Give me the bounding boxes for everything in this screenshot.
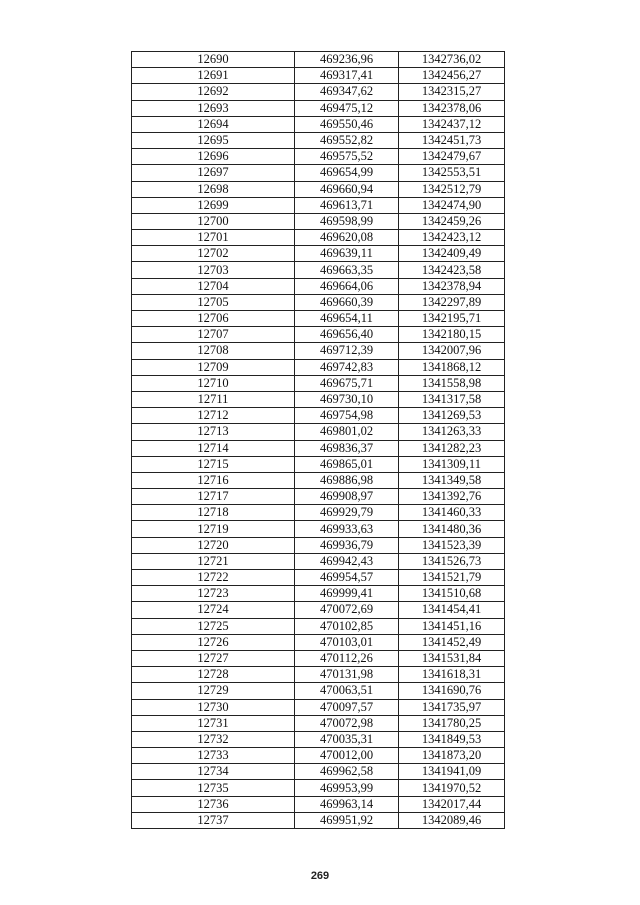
point-number-cell: 12727 [132, 650, 295, 666]
point-number-cell: 12731 [132, 715, 295, 731]
point-number-cell: 12698 [132, 181, 295, 197]
point-number-cell: 12735 [132, 780, 295, 796]
point-number-cell: 12708 [132, 343, 295, 359]
point-number-cell: 12728 [132, 667, 295, 683]
table-row [132, 553, 505, 569]
y-coordinate-cell: 1342451,73 [399, 132, 505, 148]
x-coordinate-cell: 470012,00 [295, 748, 399, 764]
y-coordinate-cell: 1342512,79 [399, 181, 505, 197]
coordinates-table [131, 51, 505, 829]
table-row [132, 618, 505, 634]
x-coordinate-cell: 469675,71 [295, 375, 399, 391]
point-number-cell: 12718 [132, 505, 295, 521]
x-coordinate-cell: 469963,14 [295, 796, 399, 812]
y-coordinate-cell: 1341735,97 [399, 699, 505, 715]
table-row [132, 748, 505, 764]
y-coordinate-cell: 1342378,94 [399, 278, 505, 294]
y-coordinate-cell: 1342007,96 [399, 343, 505, 359]
x-coordinate-cell: 469656,40 [295, 327, 399, 343]
table-row [132, 570, 505, 586]
y-coordinate-cell: 1341849,53 [399, 731, 505, 747]
point-number-cell: 12693 [132, 100, 295, 116]
y-coordinate-cell: 1342195,71 [399, 311, 505, 327]
point-number-cell: 12730 [132, 699, 295, 715]
y-coordinate-cell: 1341558,98 [399, 375, 505, 391]
x-coordinate-cell: 469317,41 [295, 68, 399, 84]
table-row [132, 456, 505, 472]
x-coordinate-cell: 469936,79 [295, 537, 399, 553]
y-coordinate-cell: 1341349,58 [399, 472, 505, 488]
table-row [132, 699, 505, 715]
table-row [132, 731, 505, 747]
y-coordinate-cell: 1341392,76 [399, 489, 505, 505]
y-coordinate-cell: 1341526,73 [399, 553, 505, 569]
table-row [132, 213, 505, 229]
table-row [132, 132, 505, 148]
table-row [132, 230, 505, 246]
table-row [132, 391, 505, 407]
point-number-cell: 12704 [132, 278, 295, 294]
point-number-cell: 12712 [132, 408, 295, 424]
point-number-cell: 12702 [132, 246, 295, 262]
y-coordinate-cell: 1342089,46 [399, 812, 505, 828]
point-number-cell: 12695 [132, 132, 295, 148]
x-coordinate-cell: 469929,79 [295, 505, 399, 521]
point-number-cell: 12697 [132, 165, 295, 181]
x-coordinate-cell: 469730,10 [295, 391, 399, 407]
y-coordinate-cell: 1341941,09 [399, 764, 505, 780]
x-coordinate-cell: 469663,35 [295, 262, 399, 278]
table-row [132, 311, 505, 327]
y-coordinate-cell: 1341451,16 [399, 618, 505, 634]
table-row [132, 715, 505, 731]
x-coordinate-cell: 470112,26 [295, 650, 399, 666]
table-row [132, 440, 505, 456]
x-coordinate-cell: 469908,97 [295, 489, 399, 505]
table-row [132, 262, 505, 278]
y-coordinate-cell: 1342437,12 [399, 116, 505, 132]
x-coordinate-cell: 469865,01 [295, 456, 399, 472]
point-number-cell: 12694 [132, 116, 295, 132]
point-number-cell: 12721 [132, 553, 295, 569]
x-coordinate-cell: 469962,58 [295, 764, 399, 780]
point-number-cell: 12729 [132, 683, 295, 699]
table-row [132, 375, 505, 391]
x-coordinate-cell: 469933,63 [295, 521, 399, 537]
point-number-cell: 12724 [132, 602, 295, 618]
x-coordinate-cell: 470102,85 [295, 618, 399, 634]
table-row [132, 521, 505, 537]
y-coordinate-cell: 1342297,89 [399, 294, 505, 310]
table-row [132, 764, 505, 780]
x-coordinate-cell: 470097,57 [295, 699, 399, 715]
table-row [132, 489, 505, 505]
point-number-cell: 12691 [132, 68, 295, 84]
x-coordinate-cell: 469660,39 [295, 294, 399, 310]
y-coordinate-cell: 1341454,41 [399, 602, 505, 618]
x-coordinate-cell: 469953,99 [295, 780, 399, 796]
y-coordinate-cell: 1341970,52 [399, 780, 505, 796]
table-row [132, 165, 505, 181]
point-number-cell: 12699 [132, 197, 295, 213]
point-number-cell: 12736 [132, 796, 295, 812]
page-number: 269 [310, 870, 330, 882]
table-row [132, 84, 505, 100]
y-coordinate-cell: 1342474,90 [399, 197, 505, 213]
x-coordinate-cell: 469236,96 [295, 52, 399, 68]
table-row [132, 683, 505, 699]
table-row [132, 149, 505, 165]
point-number-cell: 12737 [132, 812, 295, 828]
y-coordinate-cell: 1341282,23 [399, 440, 505, 456]
x-coordinate-cell: 469886,98 [295, 472, 399, 488]
y-coordinate-cell: 1342456,27 [399, 68, 505, 84]
table-row [132, 68, 505, 84]
y-coordinate-cell: 1341263,33 [399, 424, 505, 440]
point-number-cell: 12716 [132, 472, 295, 488]
point-number-cell: 12723 [132, 586, 295, 602]
point-number-cell: 12715 [132, 456, 295, 472]
y-coordinate-cell: 1341868,12 [399, 359, 505, 375]
y-coordinate-cell: 1341480,36 [399, 521, 505, 537]
table-row [132, 812, 505, 828]
y-coordinate-cell: 1342479,67 [399, 149, 505, 165]
x-coordinate-cell: 470035,31 [295, 731, 399, 747]
point-number-cell: 12713 [132, 424, 295, 440]
y-coordinate-cell: 1342180,15 [399, 327, 505, 343]
y-coordinate-cell: 1341873,20 [399, 748, 505, 764]
coordinates-table-body [132, 52, 505, 829]
table-row [132, 537, 505, 553]
x-coordinate-cell: 469654,11 [295, 311, 399, 327]
table-row [132, 52, 505, 68]
point-number-cell: 12709 [132, 359, 295, 375]
table-row [132, 586, 505, 602]
y-coordinate-cell: 1341780,25 [399, 715, 505, 731]
x-coordinate-cell: 469664,06 [295, 278, 399, 294]
table-row [132, 780, 505, 796]
x-coordinate-cell: 469550,46 [295, 116, 399, 132]
x-coordinate-cell: 469613,71 [295, 197, 399, 213]
table-row [132, 472, 505, 488]
table-row [132, 408, 505, 424]
x-coordinate-cell: 469347,62 [295, 84, 399, 100]
y-coordinate-cell: 1341452,49 [399, 634, 505, 650]
y-coordinate-cell: 1342409,49 [399, 246, 505, 262]
table-row [132, 359, 505, 375]
point-number-cell: 12707 [132, 327, 295, 343]
y-coordinate-cell: 1341531,84 [399, 650, 505, 666]
x-coordinate-cell: 469999,41 [295, 586, 399, 602]
table-row [132, 343, 505, 359]
point-number-cell: 12696 [132, 149, 295, 165]
x-coordinate-cell: 469742,83 [295, 359, 399, 375]
y-coordinate-cell: 1341460,33 [399, 505, 505, 521]
y-coordinate-cell: 1341521,79 [399, 570, 505, 586]
table-row [132, 327, 505, 343]
point-number-cell: 12701 [132, 230, 295, 246]
point-number-cell: 12733 [132, 748, 295, 764]
x-coordinate-cell: 469951,92 [295, 812, 399, 828]
point-number-cell: 12692 [132, 84, 295, 100]
point-number-cell: 12703 [132, 262, 295, 278]
table-row [132, 667, 505, 683]
table-row [132, 294, 505, 310]
x-coordinate-cell: 469552,82 [295, 132, 399, 148]
point-number-cell: 12705 [132, 294, 295, 310]
table-row [132, 100, 505, 116]
point-number-cell: 12710 [132, 375, 295, 391]
y-coordinate-cell: 1342553,51 [399, 165, 505, 181]
point-number-cell: 12725 [132, 618, 295, 634]
y-coordinate-cell: 1342378,06 [399, 100, 505, 116]
x-coordinate-cell: 469639,11 [295, 246, 399, 262]
point-number-cell: 12706 [132, 311, 295, 327]
x-coordinate-cell: 469801,02 [295, 424, 399, 440]
point-number-cell: 12720 [132, 537, 295, 553]
x-coordinate-cell: 469836,37 [295, 440, 399, 456]
point-number-cell: 12719 [132, 521, 295, 537]
table-row [132, 634, 505, 650]
x-coordinate-cell: 470063,51 [295, 683, 399, 699]
x-coordinate-cell: 470072,69 [295, 602, 399, 618]
table-row [132, 197, 505, 213]
x-coordinate-cell: 470103,01 [295, 634, 399, 650]
y-coordinate-cell: 1342315,27 [399, 84, 505, 100]
x-coordinate-cell: 469475,12 [295, 100, 399, 116]
y-coordinate-cell: 1342736,02 [399, 52, 505, 68]
table-row [132, 181, 505, 197]
y-coordinate-cell: 1342017,44 [399, 796, 505, 812]
y-coordinate-cell: 1341523,39 [399, 537, 505, 553]
x-coordinate-cell: 469654,99 [295, 165, 399, 181]
table-row [132, 505, 505, 521]
x-coordinate-cell: 469712,39 [295, 343, 399, 359]
y-coordinate-cell: 1342423,12 [399, 230, 505, 246]
y-coordinate-cell: 1341618,31 [399, 667, 505, 683]
table-row [132, 650, 505, 666]
point-number-cell: 12700 [132, 213, 295, 229]
x-coordinate-cell: 469954,57 [295, 570, 399, 586]
y-coordinate-cell: 1342423,58 [399, 262, 505, 278]
table-row [132, 246, 505, 262]
y-coordinate-cell: 1341269,53 [399, 408, 505, 424]
x-coordinate-cell: 469598,99 [295, 213, 399, 229]
x-coordinate-cell: 470072,98 [295, 715, 399, 731]
point-number-cell: 12726 [132, 634, 295, 650]
table-row [132, 602, 505, 618]
x-coordinate-cell: 469942,43 [295, 553, 399, 569]
x-coordinate-cell: 469575,52 [295, 149, 399, 165]
x-coordinate-cell: 469754,98 [295, 408, 399, 424]
x-coordinate-cell: 469620,08 [295, 230, 399, 246]
y-coordinate-cell: 1341690,76 [399, 683, 505, 699]
table-row [132, 796, 505, 812]
x-coordinate-cell: 470131,98 [295, 667, 399, 683]
point-number-cell: 12711 [132, 391, 295, 407]
table-row [132, 424, 505, 440]
point-number-cell: 12690 [132, 52, 295, 68]
point-number-cell: 12722 [132, 570, 295, 586]
table-row [132, 278, 505, 294]
point-number-cell: 12714 [132, 440, 295, 456]
point-number-cell: 12717 [132, 489, 295, 505]
table-row [132, 116, 505, 132]
point-number-cell: 12732 [132, 731, 295, 747]
point-number-cell: 12734 [132, 764, 295, 780]
y-coordinate-cell: 1341309,11 [399, 456, 505, 472]
x-coordinate-cell: 469660,94 [295, 181, 399, 197]
y-coordinate-cell: 1341317,58 [399, 391, 505, 407]
y-coordinate-cell: 1342459,26 [399, 213, 505, 229]
y-coordinate-cell: 1341510,68 [399, 586, 505, 602]
